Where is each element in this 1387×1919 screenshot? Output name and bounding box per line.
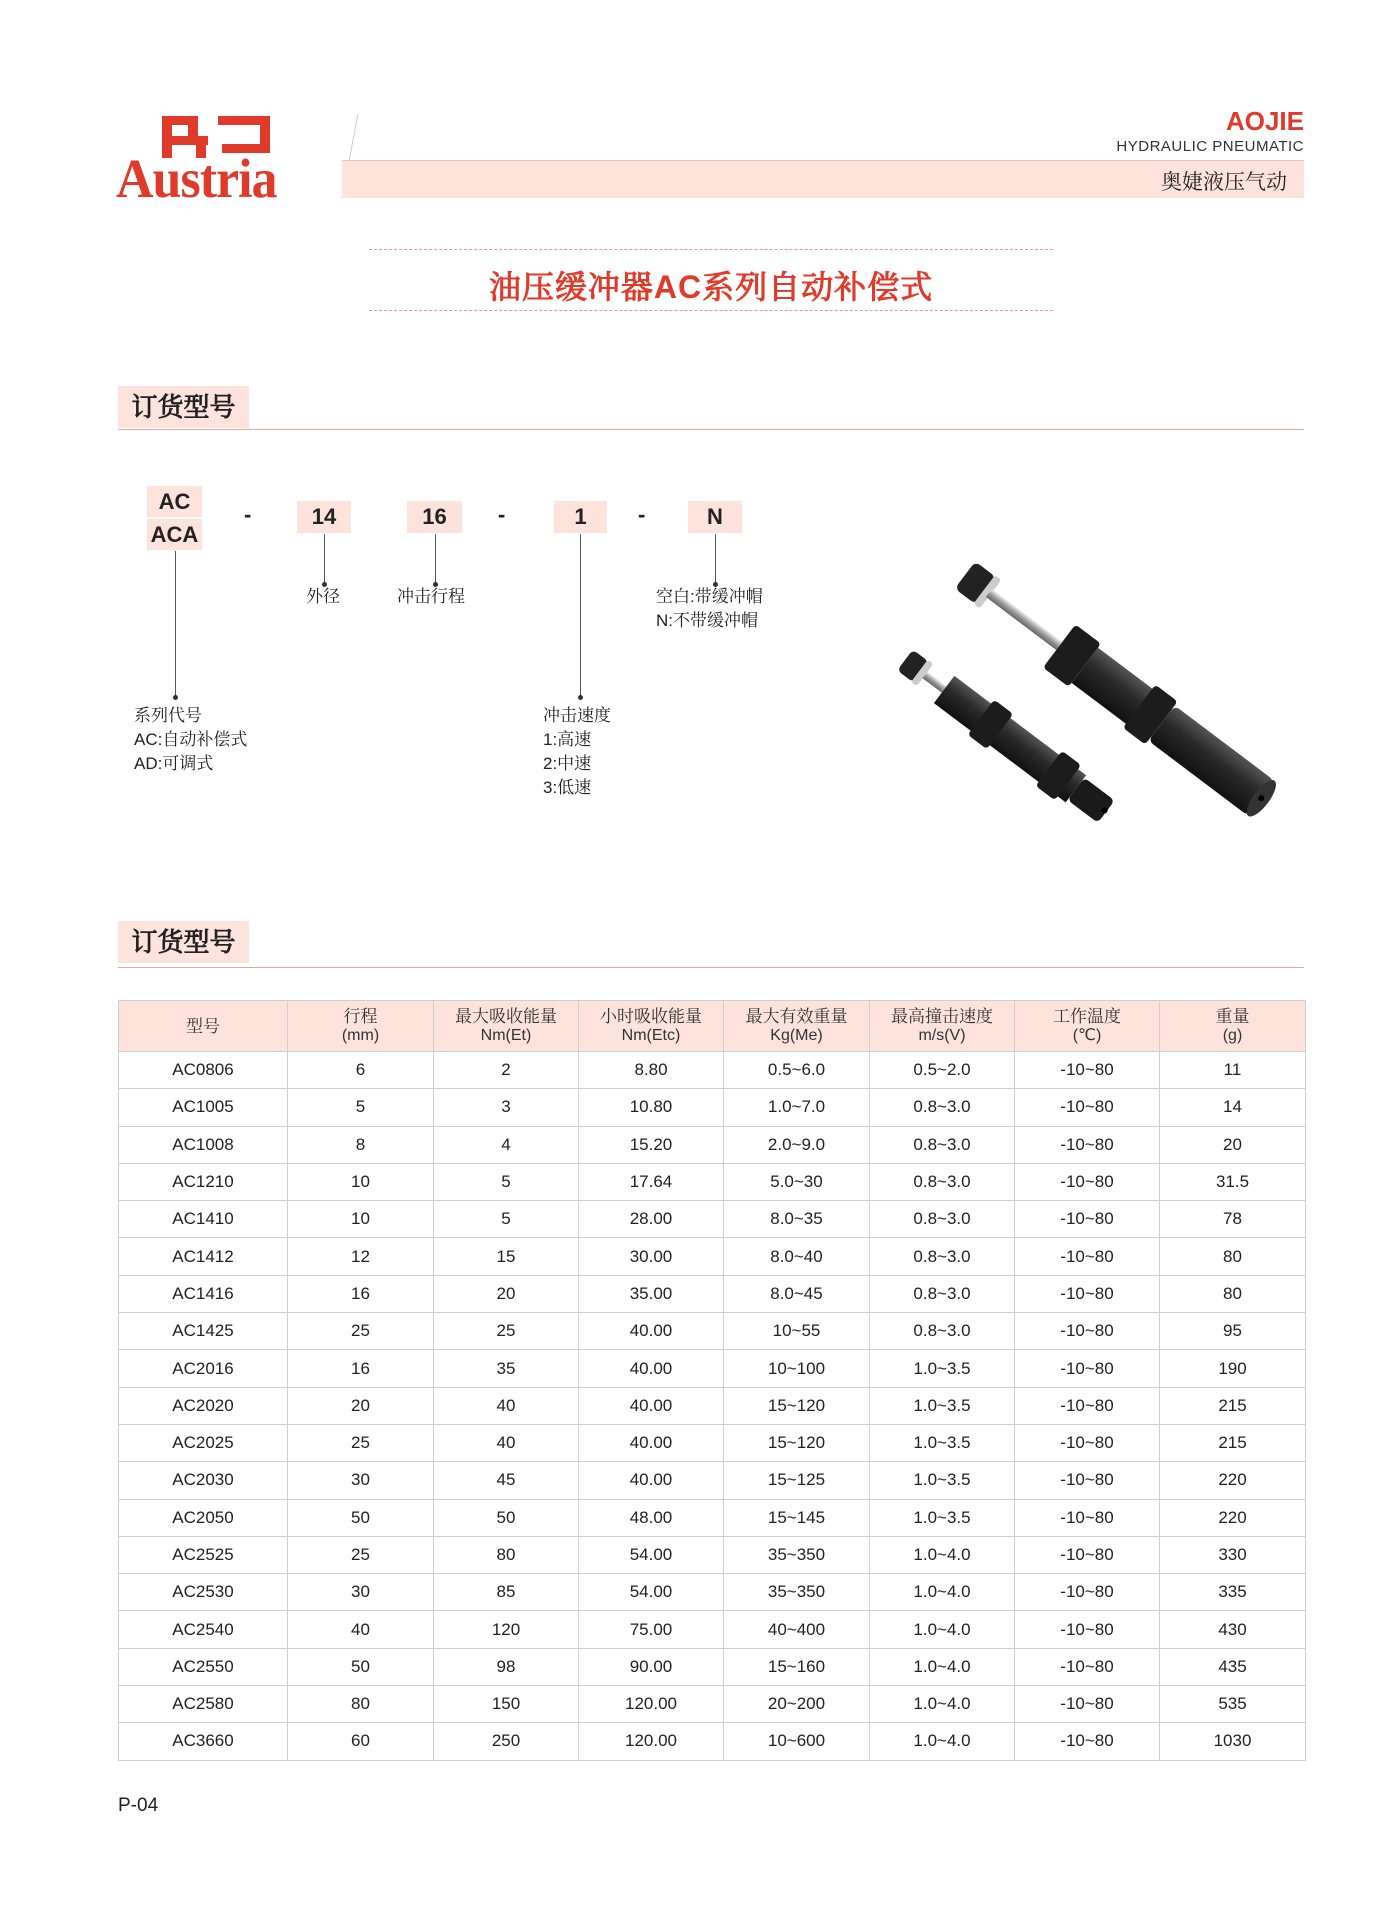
column-header: [434, 1001, 579, 1052]
leader-dot: [578, 695, 583, 700]
table-cell: -10~80: [1015, 1723, 1160, 1760]
table-cell: AC2540: [119, 1611, 288, 1648]
table-row: [119, 1089, 1306, 1126]
column-header-unit: m/s(V): [918, 1027, 966, 1044]
divider: [369, 310, 1053, 311]
table-cell: 10.80: [579, 1089, 724, 1126]
table-cell: 8: [288, 1126, 434, 1163]
column-header: [1160, 1001, 1306, 1052]
table-row: [119, 1313, 1306, 1350]
table-cell: 35~350: [724, 1536, 870, 1573]
table-cell: 8.80: [579, 1052, 724, 1089]
table-cell: 20~200: [724, 1686, 870, 1723]
header-band: [342, 160, 1304, 198]
table-cell: 4: [434, 1126, 579, 1163]
code-speed: 1: [554, 501, 607, 533]
table-cell: 5: [288, 1089, 434, 1126]
section-heading-specs: 订货型号: [118, 921, 249, 963]
column-header: [724, 1001, 870, 1052]
table-cell: AC2020: [119, 1387, 288, 1424]
label-diameter: 外径: [306, 587, 340, 606]
column-header-label: 最高撞击速度: [891, 1007, 993, 1026]
table-row: [119, 1536, 1306, 1573]
table-row: [119, 1462, 1306, 1499]
table-cell: 6: [288, 1052, 434, 1089]
table-cell: 40: [434, 1424, 579, 1461]
table-row: [119, 1611, 1306, 1648]
table-cell: -10~80: [1015, 1686, 1160, 1723]
table-cell: 80: [288, 1686, 434, 1723]
table-row: [119, 1723, 1306, 1760]
table-cell: 120: [434, 1611, 579, 1648]
table-cell: 535: [1160, 1686, 1306, 1723]
code-cap: N: [688, 501, 742, 533]
column-header: [119, 1001, 288, 1052]
label-line: 空白:带缓冲帽: [656, 587, 763, 606]
code-separator: -: [638, 502, 646, 527]
label-line: 3:低速: [543, 778, 592, 797]
label-line: N:不带缓冲帽: [656, 611, 758, 630]
code-separator: -: [244, 502, 252, 527]
table-cell: 17.64: [579, 1163, 724, 1200]
brand-chinese: 奥婕液压气动: [1161, 171, 1287, 194]
table-cell: AC2530: [119, 1574, 288, 1611]
table-cell: 10: [288, 1163, 434, 1200]
table-cell: 215: [1160, 1424, 1306, 1461]
table-cell: 335: [1160, 1574, 1306, 1611]
table-cell: 40.00: [579, 1350, 724, 1387]
table-cell: 40: [288, 1611, 434, 1648]
leader-line: [324, 534, 325, 584]
page-title: 油压缓冲器AC系列自动补偿式: [488, 269, 934, 305]
table-cell: -10~80: [1015, 1648, 1160, 1685]
divider: [369, 249, 1053, 250]
table-cell: 1.0~3.5: [870, 1499, 1015, 1536]
table-cell: 0.8~3.0: [870, 1089, 1015, 1126]
table-header-row: [119, 1001, 1306, 1052]
leader-line: [580, 534, 581, 697]
leader-line: [715, 534, 716, 584]
table-cell: 25: [288, 1313, 434, 1350]
table-cell: 35~350: [724, 1574, 870, 1611]
table-cell: 45: [434, 1462, 579, 1499]
table-cell: -10~80: [1015, 1089, 1160, 1126]
table-cell: 2.0~9.0: [724, 1126, 870, 1163]
table-cell: -10~80: [1015, 1574, 1160, 1611]
table-cell: 5.0~30: [724, 1163, 870, 1200]
table-row: [119, 1201, 1306, 1238]
table-cell: AC2550: [119, 1648, 288, 1685]
table-cell: 40.00: [579, 1424, 724, 1461]
table-cell: 1.0~3.5: [870, 1462, 1015, 1499]
table-cell: -10~80: [1015, 1462, 1160, 1499]
table-cell: 54.00: [579, 1536, 724, 1573]
code-series-aca: ACA: [147, 519, 202, 550]
table-cell: 0.8~3.0: [870, 1313, 1015, 1350]
table-cell: 35: [434, 1350, 579, 1387]
table-cell: 190: [1160, 1350, 1306, 1387]
table-cell: 20: [1160, 1126, 1306, 1163]
label-cap: [656, 585, 763, 633]
code-series-ac: AC: [147, 486, 202, 517]
table-cell: AC1412: [119, 1238, 288, 1275]
table-cell: AC2525: [119, 1536, 288, 1573]
label-stroke: 冲击行程: [397, 587, 465, 606]
table-cell: 215: [1160, 1387, 1306, 1424]
table-cell: AC1008: [119, 1126, 288, 1163]
table-cell: AC1210: [119, 1163, 288, 1200]
table-cell: 20: [288, 1387, 434, 1424]
table-cell: 60: [288, 1723, 434, 1760]
table-cell: 80: [434, 1536, 579, 1573]
table-cell: 435: [1160, 1648, 1306, 1685]
table-cell: -10~80: [1015, 1275, 1160, 1312]
leader-line: [175, 551, 176, 697]
column-header-unit: Nm(Etc): [621, 1027, 681, 1044]
brand-subtitle: HYDRAULIC PNEUMATIC: [1116, 138, 1304, 155]
column-header-label: 工作温度: [1053, 1007, 1121, 1026]
table-cell: 0.8~3.0: [870, 1163, 1015, 1200]
spec-table: [118, 1000, 1306, 1761]
table-cell: 120.00: [579, 1686, 724, 1723]
label-line: AC:自动补偿式: [134, 730, 248, 749]
table-cell: 220: [1160, 1499, 1306, 1536]
table-cell: 1.0~3.5: [870, 1350, 1015, 1387]
column-header-label: 型号: [186, 1016, 220, 1036]
label-line: 1:高速: [543, 730, 592, 749]
divider: [118, 967, 1304, 968]
table-cell: 40.00: [579, 1387, 724, 1424]
table-cell: AC2050: [119, 1499, 288, 1536]
table-row: [119, 1574, 1306, 1611]
brand-name: AOJIE: [1225, 106, 1304, 136]
table-cell: 30: [288, 1574, 434, 1611]
table-cell: 1.0~4.0: [870, 1536, 1015, 1573]
label-line: 系列代号: [134, 706, 202, 725]
table-body: [119, 1052, 1306, 1761]
table-cell: 14: [1160, 1089, 1306, 1126]
table-cell: 15~125: [724, 1462, 870, 1499]
section-heading-order-code: 订货型号: [118, 386, 249, 428]
table-cell: 120.00: [579, 1723, 724, 1760]
table-cell: 10~100: [724, 1350, 870, 1387]
table-cell: 150: [434, 1686, 579, 1723]
column-header-unit: (g): [1222, 1027, 1243, 1044]
large-shock-absorber: [949, 553, 1280, 824]
leader-dot: [173, 695, 178, 700]
table-cell: AC3660: [119, 1723, 288, 1760]
table-cell: 330: [1160, 1536, 1306, 1573]
table-row: [119, 1686, 1306, 1723]
column-header: [288, 1001, 434, 1052]
table-row: [119, 1424, 1306, 1461]
table-cell: 430: [1160, 1611, 1306, 1648]
table-cell: 25: [288, 1424, 434, 1461]
table-cell: -10~80: [1015, 1536, 1160, 1573]
table-row: [119, 1648, 1306, 1685]
table-cell: 28.00: [579, 1201, 724, 1238]
table-cell: -10~80: [1015, 1424, 1160, 1461]
table-cell: AC1410: [119, 1201, 288, 1238]
table-cell: 80: [1160, 1238, 1306, 1275]
table-cell: 95: [1160, 1313, 1306, 1350]
table-cell: 20: [434, 1275, 579, 1312]
table-cell: -10~80: [1015, 1052, 1160, 1089]
column-header-unit: Kg(Me): [770, 1027, 823, 1044]
table-cell: 85: [434, 1574, 579, 1611]
table-cell: -10~80: [1015, 1313, 1160, 1350]
table-cell: 25: [434, 1313, 579, 1350]
table-cell: 1.0~4.0: [870, 1648, 1015, 1685]
table-cell: 15~120: [724, 1387, 870, 1424]
table-cell: 50: [288, 1648, 434, 1685]
table-cell: -10~80: [1015, 1163, 1160, 1200]
table-cell: 15: [434, 1238, 579, 1275]
leader-line: [435, 534, 436, 584]
code-separator: -: [498, 502, 506, 527]
table-cell: AC1005: [119, 1089, 288, 1126]
code-stroke: 16: [407, 501, 462, 533]
table-cell: 25: [288, 1536, 434, 1573]
table-cell: 15.20: [579, 1126, 724, 1163]
column-header: [579, 1001, 724, 1052]
table-cell: 10~55: [724, 1313, 870, 1350]
column-header-unit: Nm(Et): [480, 1027, 532, 1044]
column-header-label: 最大有效重量: [745, 1007, 848, 1026]
table-cell: 54.00: [579, 1574, 724, 1611]
table-cell: 16: [288, 1350, 434, 1387]
table-cell: AC1425: [119, 1313, 288, 1350]
table-cell: 1.0~3.5: [870, 1424, 1015, 1461]
column-header-label: 行程: [343, 1007, 378, 1026]
table-cell: AC1416: [119, 1275, 288, 1312]
table-cell: AC2030: [119, 1462, 288, 1499]
table-cell: AC2580: [119, 1686, 288, 1723]
table-cell: -10~80: [1015, 1126, 1160, 1163]
column-header-label: 重量: [1215, 1007, 1250, 1026]
divider: [118, 429, 1304, 430]
table-cell: -10~80: [1015, 1387, 1160, 1424]
table-row: [119, 1275, 1306, 1312]
table-cell: 5: [434, 1163, 579, 1200]
table-cell: 220: [1160, 1462, 1306, 1499]
table-cell: 40~400: [724, 1611, 870, 1648]
table-cell: 11: [1160, 1052, 1306, 1089]
table-cell: 40.00: [579, 1462, 724, 1499]
table-cell: 40: [434, 1387, 579, 1424]
table-cell: 1.0~4.0: [870, 1574, 1015, 1611]
table-cell: 0.8~3.0: [870, 1201, 1015, 1238]
table-cell: 35.00: [579, 1275, 724, 1312]
code-diameter: 14: [297, 501, 351, 533]
label-speed: [543, 704, 611, 800]
table-cell: 12: [288, 1238, 434, 1275]
table-cell: 80: [1160, 1275, 1306, 1312]
table-cell: 30.00: [579, 1238, 724, 1275]
table-cell: 40.00: [579, 1313, 724, 1350]
table-cell: 16: [288, 1275, 434, 1312]
column-header-label: 小时吸收能量: [600, 1007, 702, 1026]
label-line: 2:中速: [543, 754, 592, 773]
table-cell: 1.0~4.0: [870, 1723, 1015, 1760]
table-cell: -10~80: [1015, 1611, 1160, 1648]
table-cell: 10: [288, 1201, 434, 1238]
table-cell: 78: [1160, 1201, 1306, 1238]
table-cell: 0.8~3.0: [870, 1126, 1015, 1163]
label-line: AD:可调式: [134, 754, 214, 773]
table-cell: 8.0~40: [724, 1238, 870, 1275]
table-cell: AC0806: [119, 1052, 288, 1089]
column-header: [1015, 1001, 1160, 1052]
table-cell: 1.0~3.5: [870, 1387, 1015, 1424]
table-cell: 5: [434, 1201, 579, 1238]
column-header-unit: (℃): [1072, 1027, 1102, 1044]
table-cell: 15~120: [724, 1424, 870, 1461]
table-cell: 1.0~7.0: [724, 1089, 870, 1126]
table-cell: 15~160: [724, 1648, 870, 1685]
table-cell: 50: [434, 1499, 579, 1536]
table-cell: -10~80: [1015, 1350, 1160, 1387]
page-number: P-04: [118, 1795, 159, 1816]
table-cell: 2: [434, 1052, 579, 1089]
table-cell: -10~80: [1015, 1499, 1160, 1536]
table-cell: 1.0~4.0: [870, 1611, 1015, 1648]
table-cell: 8.0~35: [724, 1201, 870, 1238]
table-cell: AC2016: [119, 1350, 288, 1387]
logo-text: Austria: [116, 149, 277, 210]
column-header: [870, 1001, 1015, 1052]
table-cell: AC2025: [119, 1424, 288, 1461]
table-row: [119, 1499, 1306, 1536]
table-cell: 10~600: [724, 1723, 870, 1760]
table-cell: 3: [434, 1089, 579, 1126]
table-row: [119, 1350, 1306, 1387]
table-cell: 0.8~3.0: [870, 1275, 1015, 1312]
table-cell: 0.5~6.0: [724, 1052, 870, 1089]
table-row: [119, 1163, 1306, 1200]
table-row: [119, 1126, 1306, 1163]
table-cell: 0.8~3.0: [870, 1238, 1015, 1275]
table-cell: -10~80: [1015, 1238, 1160, 1275]
label-line: 冲击速度: [543, 706, 611, 725]
table-cell: 48.00: [579, 1499, 724, 1536]
table-cell: -10~80: [1015, 1201, 1160, 1238]
table-cell: 1030: [1160, 1723, 1306, 1760]
table-cell: 50: [288, 1499, 434, 1536]
table-row: [119, 1238, 1306, 1275]
label-series: [134, 704, 247, 776]
table-cell: 250: [434, 1723, 579, 1760]
table-cell: 98: [434, 1648, 579, 1685]
table-cell: 8.0~45: [724, 1275, 870, 1312]
table-row: [119, 1387, 1306, 1424]
table-cell: 15~145: [724, 1499, 870, 1536]
column-header-unit: (mm): [341, 1027, 380, 1044]
table-cell: 1.0~4.0: [870, 1686, 1015, 1723]
table-row: [119, 1052, 1306, 1089]
table-cell: 75.00: [579, 1611, 724, 1648]
table-cell: 31.5: [1160, 1163, 1306, 1200]
table-cell: 90.00: [579, 1648, 724, 1685]
product-image: [880, 540, 1280, 830]
column-header-label: 最大吸收能量: [455, 1007, 557, 1026]
table-cell: 30: [288, 1462, 434, 1499]
table-cell: 0.5~2.0: [870, 1052, 1015, 1089]
